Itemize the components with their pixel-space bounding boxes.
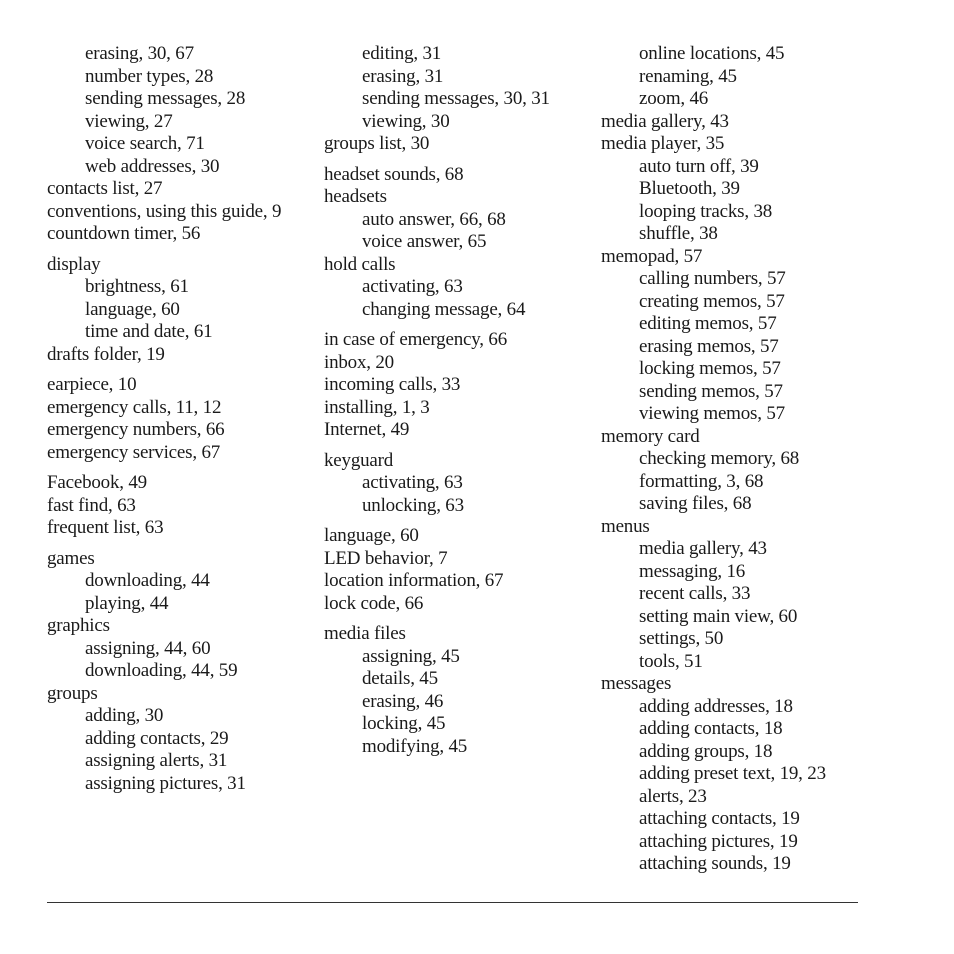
index-subentry: details, 45 [362,668,438,689]
index-entry: earpiece, 10 [47,374,137,395]
index-subentry: viewing, 30 [362,110,450,132]
index-subentry: adding, 30 [85,705,164,726]
index-entry: menus [601,515,650,537]
index-entry: lock code, 66 [324,592,424,614]
index-entry: emergency calls, 11, 12 [47,396,222,418]
index-entry: incoming calls, 33 [324,374,461,395]
footer-rule [47,902,858,903]
index-entry: memopad, 57 [601,245,703,267]
index-entry: media player, 35 [601,133,725,154]
index-subentry: assigning, 44, 60 [85,637,211,659]
index-subentry: time and date, 61 [85,321,213,342]
index-entry: installing, 1, 3 [324,396,430,418]
index-column-2 [324,43,550,758]
section-gap [324,442,550,450]
index-entry: Internet, 49 [324,419,410,440]
index-subentry: attaching sounds, 19 [639,853,791,874]
index-subentry: media gallery, 43 [639,538,767,559]
index-entry: emergency numbers, 66 [47,419,225,440]
index-entry: in case of emergency, 66 [324,329,508,350]
index-entry: fast find, 63 [47,494,136,516]
index-subentry: editing, 31 [362,43,442,64]
index-column-1 [47,43,281,795]
index-entry: emergency services, 67 [47,441,221,463]
index-subentry: modifying, 45 [362,735,468,757]
index-subentry: brightness, 61 [85,276,189,297]
index-entry: display [47,253,101,275]
index-subentry: auto answer, 66, 68 [362,208,506,230]
index-entry: Facebook, 49 [47,472,147,493]
index-subentry: changing message, 64 [362,298,526,320]
index-entry: inbox, 20 [324,351,394,373]
index-entry: conventions, using this guide, 9 [47,200,282,222]
index-subentry: activating, 63 [362,276,463,297]
index-subentry: viewing memos, 57 [639,403,785,424]
index-entry: messages [601,673,672,694]
index-entry: LED behavior, 7 [324,547,448,569]
index-entry: language, 60 [324,525,419,546]
index-subentry: creating memos, 57 [639,290,785,312]
index-subentry: setting main view, 60 [639,605,798,627]
index-entry: frequent list, 63 [47,517,164,538]
index-entry: drafts folder, 19 [47,343,165,365]
index-subentry: activating, 63 [362,472,463,493]
index-subentry: locking memos, 57 [639,358,781,379]
index-entry: location information, 67 [324,570,504,591]
index-entry: groups [47,682,98,704]
section-gap [324,321,550,329]
index-entry: headsets [324,186,387,207]
section-gap [47,540,281,548]
index-entry: hold calls [324,253,396,275]
index-entry: keyguard [324,449,394,471]
index-subentry: locking, 45 [362,713,446,734]
index-subentry: zoom, 46 [639,88,709,109]
index-entry: graphics [47,615,110,636]
section-gap [47,246,281,254]
index-entry: countdown timer, 56 [47,223,201,244]
index-subentry: auto turn off, 39 [639,155,759,177]
index-subentry: alerts, 23 [639,785,707,807]
index-entry: contacts list, 27 [47,178,163,199]
index-subentry: renaming, 45 [639,65,737,87]
index-subentry: sending messages, 28 [85,88,246,109]
index-subentry: assigning alerts, 31 [85,750,228,771]
index-subentry: checking memory, 68 [639,448,800,469]
index-subentry: erasing memos, 57 [639,335,779,357]
index-subentry: recent calls, 33 [639,583,751,604]
index-subentry: calling numbers, 57 [639,268,786,289]
section-gap [324,615,550,623]
index-subentry: erasing, 30, 67 [85,43,194,64]
index-subentry: voice search, 71 [85,133,205,154]
index-column-3 [601,43,826,876]
index-entry: memory card [601,425,700,447]
index-subentry: saving files, 68 [639,493,752,514]
index-subentry: adding preset text, 19, 23 [639,763,826,784]
index-subentry: attaching pictures, 19 [639,830,798,852]
section-gap [324,517,550,525]
index-entry: media gallery, 43 [601,110,729,132]
index-entry: headset sounds, 68 [324,163,464,185]
index-subentry: formatting, 3, 68 [639,470,764,492]
index-subentry: attaching contacts, 19 [639,808,800,829]
section-gap [47,366,281,374]
index-subentry: adding contacts, 29 [85,727,229,749]
index-subentry: tools, 51 [639,650,703,672]
index-subentry: online locations, 45 [639,43,785,64]
index-subentry: sending messages, 30, 31 [362,88,550,109]
index-subentry: Bluetooth, 39 [639,178,740,199]
index-subentry: adding addresses, 18 [639,695,793,717]
index-subentry: adding groups, 18 [639,740,773,762]
index-subentry: erasing, 31 [362,65,444,87]
index-subentry: erasing, 46 [362,690,444,712]
index-subentry: settings, 50 [639,628,724,649]
index-subentry: assigning, 45 [362,645,460,667]
index-subentry: editing memos, 57 [639,313,777,334]
index-subentry: shuffle, 38 [639,223,718,244]
section-gap [47,464,281,472]
index-entry: games [47,547,95,569]
index-subentry: unlocking, 63 [362,494,464,516]
index-subentry: language, 60 [85,298,180,320]
index-subentry: viewing, 27 [85,110,173,132]
index-subentry: adding contacts, 18 [639,718,783,739]
index-entry: groups list, 30 [324,133,430,154]
index-subentry: looping tracks, 38 [639,200,773,222]
section-gap [324,156,550,164]
index-entry: media files [324,623,406,644]
index-subentry: downloading, 44, 59 [85,660,238,681]
index-subentry: number types, 28 [85,65,214,87]
index-subentry: sending memos, 57 [639,380,783,402]
index-subentry: messaging, 16 [639,560,746,582]
index-subentry: assigning pictures, 31 [85,772,246,794]
index-subentry: downloading, 44 [85,570,210,591]
index-subentry: voice answer, 65 [362,231,487,252]
index-subentry: web addresses, 30 [85,155,220,177]
index-subentry: playing, 44 [85,592,169,614]
